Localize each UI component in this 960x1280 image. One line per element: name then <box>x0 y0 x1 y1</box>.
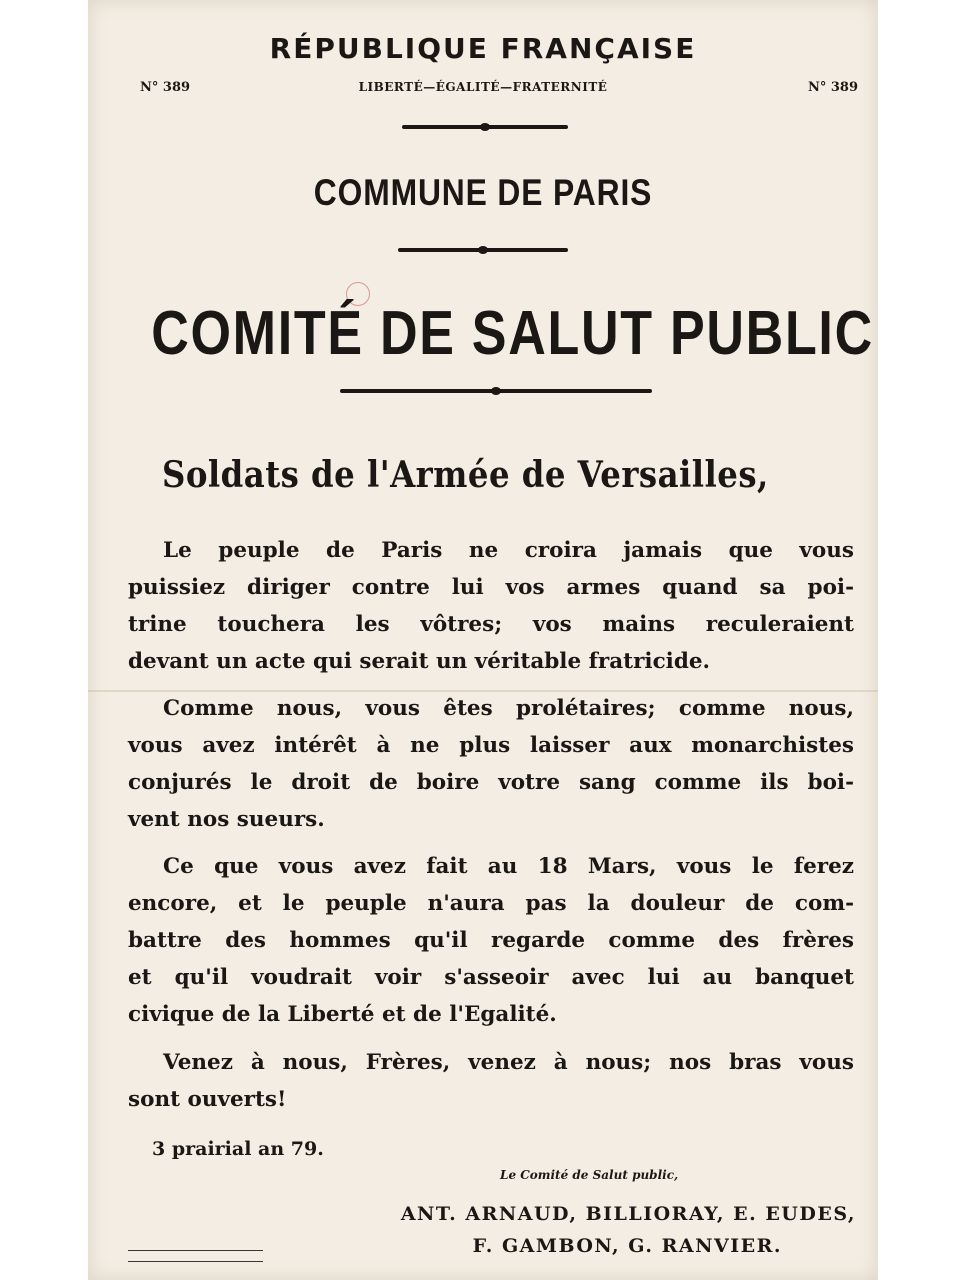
text-line: battre des hommes qu'il regarde comme des frères <box>128 928 854 953</box>
paragraph-4 <box>128 1044 854 1118</box>
text-line: conjurés le droit de boire votre sang comme ils boi- <box>128 770 854 795</box>
date-line: 3 prairial an 79. <box>152 1138 324 1160</box>
paragraph-2 <box>128 690 854 838</box>
text-line: civique de la Liberté et de l'Egalité. <box>128 1002 557 1027</box>
text-line: encore, et le peuple n'aura pas la douleur de com- <box>128 891 854 916</box>
ornament-rule <box>340 389 652 393</box>
motto: LIBERTÉ—ÉGALITÉ—FRATERNITÉ <box>358 80 608 94</box>
signers-line: F. GAMBON, G. RANVIER. <box>472 1235 782 1257</box>
text-line: sont ouverts! <box>128 1087 287 1112</box>
paragraph-1 <box>128 532 854 680</box>
signers-line: ANT. ARNAUD, BILLIORAY, E. EUDES, <box>400 1203 856 1225</box>
text-line: trine touchera les vôtres; vos mains reculeraient <box>128 612 854 637</box>
poster-number-left: N° 389 <box>140 80 191 95</box>
poster <box>88 0 878 1280</box>
poster-number-right: N° 389 <box>807 80 858 95</box>
address-heading: Soldats de l'Armée de Versailles, <box>162 454 769 496</box>
text-line: puissiez diriger contre lui vos armes quand sa poi- <box>128 575 854 600</box>
text-line: Venez à nous, Frères, venez à nous; nos bras vous <box>163 1050 854 1075</box>
commune-heading: COMMUNE DE PARIS <box>313 172 653 213</box>
republic-title: RÉPUBLIQUE FRANÇAISE <box>269 32 697 65</box>
printer-imprint <box>128 1250 263 1262</box>
text-line: Ce que vous avez fait au 18 Mars, vous le ferez <box>163 854 854 879</box>
paragraph-3 <box>128 848 854 1033</box>
text-line: vent nos sueurs. <box>128 807 325 832</box>
committee-signature: Le Comité de Salut public, <box>500 1168 679 1182</box>
text-line: Le peuple de Paris ne croira jamais que vous <box>163 538 854 563</box>
text-line: vous avez intérêt à ne plus laisser aux monarchistes <box>128 733 854 758</box>
text-line: Comme nous, vous êtes prolétaires; comme nous, <box>163 696 854 721</box>
committee-heading: COMITÉ DE SALUT PUBLIC <box>151 299 874 368</box>
ornament-rule <box>398 248 568 252</box>
text-line: devant un acte qui serait un véritable fratricide. <box>128 649 711 674</box>
ornament-rule <box>402 125 568 129</box>
signers-block <box>401 1198 856 1262</box>
text-line: et qu'il voudrait voir s'asseoir avec lui au banquet <box>128 965 854 990</box>
